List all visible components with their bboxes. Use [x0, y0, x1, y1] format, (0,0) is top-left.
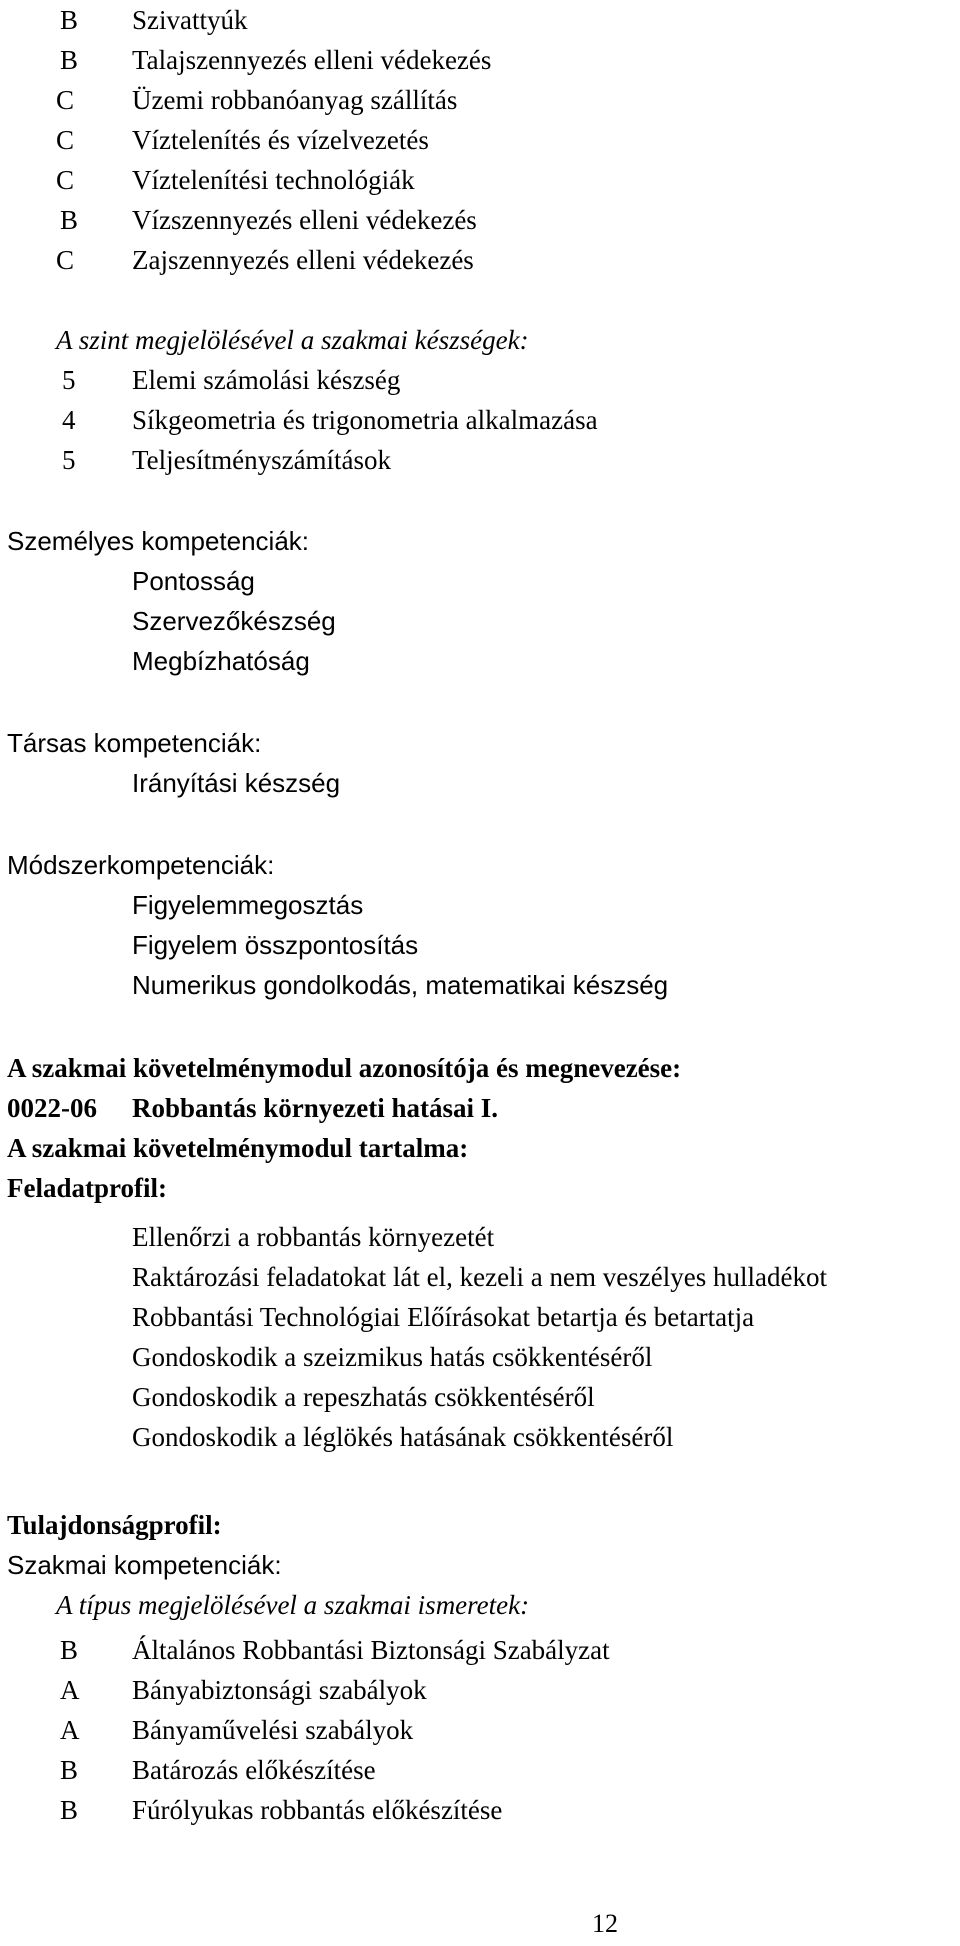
item-text: Numerikus gondolkodás, matematikai készség: [132, 970, 669, 1000]
page-number: 12: [592, 1909, 618, 1938]
property-profile-heading: Tulajdonságprofil:: [7, 1510, 222, 1540]
item-text: Zajszennyezés elleni védekezés: [132, 245, 474, 275]
type-code: C: [56, 165, 75, 195]
item-text: Bányabiztonsági szabályok: [132, 1675, 427, 1705]
item-text: Víztelenítési technológiák: [132, 165, 415, 195]
item-text: Elemi számolási készség: [132, 365, 401, 395]
module-id: 0022-06: [7, 1093, 97, 1123]
professional-competencies-heading: Szakmai kompetenciák:: [7, 1550, 282, 1580]
social-heading: Társas kompetenciák:: [7, 728, 262, 758]
knowledge-heading: A típus megjelölésével a szakmai ismeretek:: [56, 1590, 530, 1620]
level-code: 5: [62, 445, 76, 475]
item-text: Vízszennyezés elleni védekezés: [132, 205, 477, 235]
task-profile-heading: Feladatprofil:: [7, 1173, 167, 1203]
item-text: Víztelenítés és vízelvezetés: [132, 125, 429, 155]
item-text: Általános Robbantási Biztonsági Szabályzat: [132, 1635, 610, 1665]
item-text: Üzemi robbanóanyag szállítás: [132, 85, 458, 115]
type-code: C: [56, 245, 75, 275]
item-text: Szivattyúk: [132, 5, 248, 35]
skills-heading: A szint megjelölésével a szakmai készségek:: [56, 325, 529, 355]
item-text: Figyelemmegosztás: [132, 890, 364, 920]
task-text: Gondoskodik a léglökés hatásának csökkentéséről: [132, 1422, 674, 1452]
module-name: Robbantás környezeti hatásai I.: [132, 1093, 499, 1123]
type-code: B: [60, 205, 79, 235]
item-text: Szervezőkészség: [132, 606, 336, 636]
task-text: Ellenőrzi a robbantás környezetét: [132, 1222, 495, 1252]
type-code: A: [60, 1715, 80, 1745]
personal-heading: Személyes kompetenciák:: [7, 526, 310, 556]
item-text: Talajszennyezés elleni védekezés: [132, 45, 492, 75]
level-code: 5: [62, 365, 76, 395]
item-text: Fúrólyukas robbantás előkészítése: [132, 1795, 503, 1825]
module-content-heading: A szakmai követelménymodul tartalma:: [7, 1133, 469, 1163]
type-code: B: [60, 1635, 79, 1665]
item-text: Figyelem összpontosítás: [132, 930, 419, 960]
type-code: B: [60, 45, 79, 75]
type-code: C: [56, 125, 75, 155]
item-text: Bányaművelési szabályok: [132, 1715, 414, 1745]
module-id-heading: A szakmai követelménymodul azonosítója és megnevezése:: [7, 1053, 682, 1083]
method-heading: Módszerkompetenciák:: [7, 850, 275, 880]
item-text: Irányítási készség: [132, 768, 341, 798]
task-text: Robbantási Technológiai Előírásokat betartja és betartatja: [132, 1302, 755, 1332]
task-text: Gondoskodik a szeizmikus hatás csökkentéséről: [132, 1342, 653, 1372]
item-text: Batározás előkészítése: [132, 1755, 376, 1785]
item-text: Pontosság: [132, 566, 255, 596]
level-code: 4: [62, 405, 76, 435]
item-text: Síkgeometria és trigonometria alkalmazása: [132, 405, 598, 435]
type-code: B: [60, 1795, 79, 1825]
type-code: C: [56, 85, 75, 115]
item-text: Teljesítményszámítások: [132, 445, 392, 475]
task-text: Gondoskodik a repeszhatás csökkentéséről: [132, 1382, 595, 1412]
task-text: Raktározási feladatokat lát el, kezeli a nem veszélyes hulladékot: [132, 1262, 827, 1292]
type-code: A: [60, 1675, 80, 1705]
item-text: Megbízhatóság: [132, 646, 310, 676]
type-code: B: [60, 5, 79, 35]
type-code: B: [60, 1755, 79, 1785]
